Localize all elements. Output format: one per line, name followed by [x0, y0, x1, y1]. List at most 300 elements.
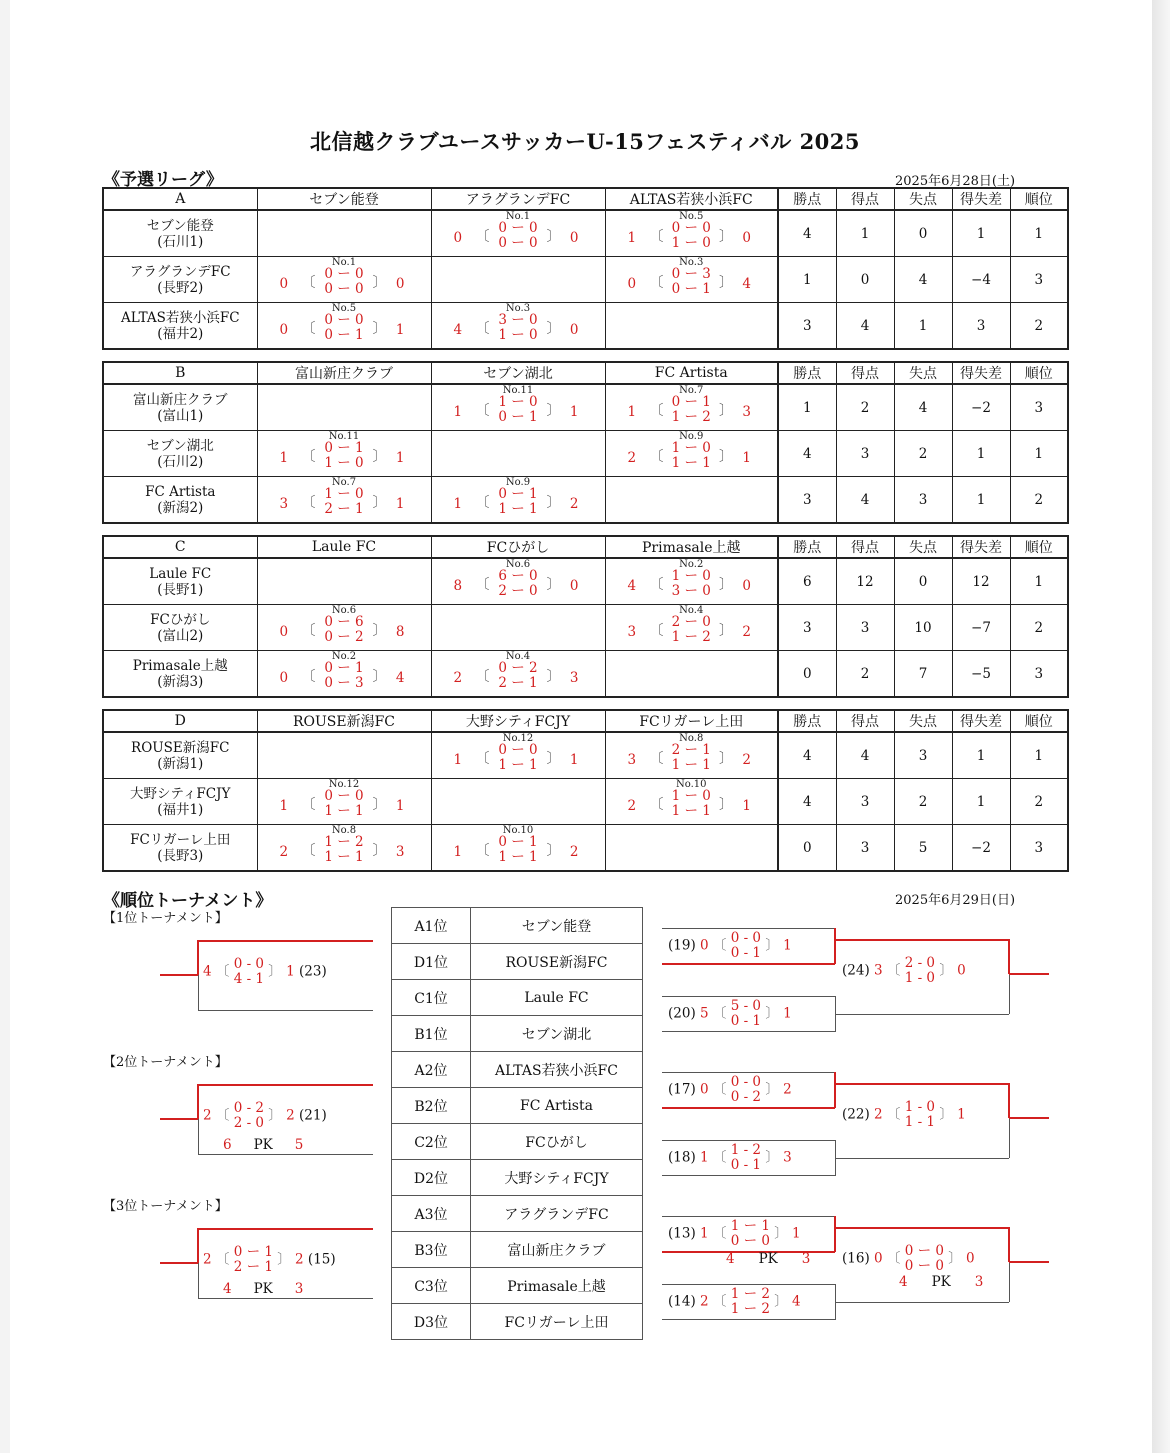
match-cell-box [606, 257, 778, 302]
semi1-bottom-line [662, 963, 835, 965]
league-row [103, 605, 1068, 651]
match-cell-box [606, 651, 778, 696]
score-first-half: 0 ー 0 [324, 788, 364, 804]
stat-value: 4 [894, 384, 952, 431]
score-total-right: 3 [778, 1149, 792, 1166]
match-cell-box [606, 605, 778, 650]
match-no: (16) [842, 1250, 875, 1267]
semi1-pk [726, 1251, 810, 1267]
score-total-right: 1 [952, 1106, 966, 1123]
league-tables [102, 187, 1068, 883]
stat-value: 2 [1010, 605, 1068, 651]
bracket-top-line [198, 940, 373, 942]
stat-header: 得失差 [952, 362, 1010, 384]
score-total-right: 4 [787, 1293, 801, 1310]
match-score [258, 487, 431, 521]
right-bracket-vertical-lower [1009, 1118, 1010, 1158]
bracket-left: 〔 [886, 962, 905, 979]
score-total-left: 5 [700, 1005, 713, 1022]
bracket-right: 〕 [719, 751, 733, 767]
league-header-row [103, 362, 1068, 384]
score-first-half: 5 - 0 [730, 998, 762, 1014]
bracket-right: 〕 [935, 1106, 953, 1123]
score-total-right: 1 [395, 450, 405, 466]
score-total-left: 0 [700, 937, 713, 954]
match-score [258, 661, 431, 695]
stat-value: 0 [778, 651, 836, 698]
match-cell-box [432, 477, 605, 522]
row-team [103, 732, 257, 779]
league-date: 2025年6月28日(土) [895, 174, 1016, 189]
seed-team: Primasale上越 [471, 1268, 643, 1304]
score-first-half: 0 - 0 [730, 1074, 762, 1090]
right-bracket-top [836, 939, 1009, 941]
match-number: No.12 [328, 779, 360, 790]
score-second-half: 1 ー 1 [671, 455, 711, 471]
score-first-half: 1 - 0 [904, 1099, 936, 1115]
score-total-left: 0 [453, 230, 463, 246]
match-cell-box [606, 211, 778, 256]
score-second-half: 0 ー 3 [324, 675, 364, 691]
stat-value: 3 [836, 431, 894, 477]
semi2-top-line [662, 996, 835, 997]
match-number: No.5 [331, 303, 357, 314]
seed-row [392, 1232, 643, 1268]
empty-cell [431, 431, 605, 477]
score-first-half: 1 ー 0 [671, 440, 711, 456]
group-name: B [103, 362, 257, 384]
row-team [103, 431, 257, 477]
right-bracket-stem [1009, 1117, 1049, 1119]
column-team-name: FCリガーレ上田 [605, 710, 778, 732]
match-number: No.2 [331, 651, 357, 662]
match-cell-box [432, 733, 605, 778]
score-total-right: 1 [569, 404, 579, 420]
match-score [432, 743, 605, 777]
score-first-half: 0 ー 1 [324, 440, 364, 456]
row-team [103, 210, 257, 257]
league-row [103, 431, 1068, 477]
match-cell-box [606, 303, 778, 348]
right-final-score [842, 956, 966, 986]
semi1-vertical [834, 928, 836, 964]
bracket-left: 〔 [649, 751, 664, 767]
row-team-prefecture: (石川2) [157, 453, 204, 470]
group-name: C [103, 536, 257, 558]
score-second-half: 0 - 2 [730, 1089, 762, 1105]
pk-right: 3 [294, 1281, 304, 1297]
stat-value: 3 [778, 477, 836, 524]
score-total-left: 2 [279, 844, 289, 860]
score-second-half: 0 ー 0 [904, 1258, 944, 1274]
stat-header: 失点 [894, 362, 952, 384]
match-cell [257, 605, 431, 651]
bracket-left: 〔 [301, 623, 316, 639]
match-cell-box [606, 559, 778, 604]
seed-row [392, 908, 643, 944]
score-total-right: 0 [742, 578, 751, 594]
stat-value: 0 [836, 257, 894, 303]
score-second-half: 2 ー 1 [498, 675, 538, 691]
league-section-heading: 《予選リーグ》 [103, 170, 223, 190]
score-first-half: 0 - 0 [233, 956, 265, 972]
row-team-prefecture: (長野2) [157, 279, 204, 296]
match-cell-box [258, 257, 431, 302]
empty-cell [605, 303, 778, 350]
bracket-right: 〕 [372, 449, 387, 465]
bracket-left: 〔 [712, 1293, 731, 1310]
seed-rank: B1位 [392, 1016, 471, 1052]
stat-value: 2 [1010, 303, 1068, 350]
league-header-row [103, 536, 1068, 558]
right-bracket-stem [1009, 973, 1049, 975]
score-first-half: 0 ー 1 [671, 394, 711, 410]
score-second-half: 1 ー 0 [324, 455, 364, 471]
tournament-section-heading: 《順位トーナメント》 [103, 891, 273, 911]
empty-cell [257, 558, 431, 605]
match-cell [605, 431, 778, 477]
match-number: No.1 [505, 211, 531, 222]
stat-value: 1 [1010, 732, 1068, 779]
right-bracket-vertical [1008, 1227, 1010, 1262]
stat-header: 得点 [836, 362, 894, 384]
semi2-bottom-line [662, 1031, 835, 1032]
seed-team: アラグランデFC [471, 1196, 643, 1232]
match-cell-box [432, 825, 605, 870]
seed-team: 大野シティFCJY [471, 1160, 643, 1196]
match-number: No.10 [502, 825, 534, 836]
seed-team: FC Artista [471, 1088, 643, 1124]
score-first-half: 1 - 2 [730, 1142, 762, 1158]
column-team-name: アラグランデFC [431, 188, 605, 210]
stat-value: 3 [1010, 257, 1068, 303]
match-number: No.10 [676, 779, 707, 790]
semi1-bottom-line [662, 1107, 835, 1109]
league-header-row [103, 710, 1068, 732]
bracket-left: 〔 [475, 577, 490, 593]
match-number: No.2 [679, 559, 704, 570]
match-number: No.3 [505, 303, 531, 314]
empty-cell [431, 779, 605, 825]
row-team-prefecture: (石川1) [157, 233, 204, 250]
group-name: D [103, 710, 257, 732]
row-team-name: 大野シティFCJY [130, 785, 231, 802]
match-cell-box [606, 431, 778, 476]
seed-row [392, 1088, 643, 1124]
stat-value: 10 [894, 605, 952, 651]
match-number: No.1 [331, 257, 357, 268]
league-row [103, 651, 1068, 698]
bracket-left: 〔 [649, 275, 664, 291]
row-team-name: ALTAS若狭小浜FC [120, 309, 240, 326]
match-cell-box [432, 559, 605, 604]
score-second-half: 1 ー 1 [324, 849, 364, 865]
score-first-half: 0 ー 0 [498, 220, 538, 236]
score-first-half: 2 - 0 [904, 955, 936, 971]
bracket-left: 〔 [649, 577, 664, 593]
stat-value: 1 [894, 303, 952, 350]
bracket-right: 〕 [372, 843, 387, 859]
column-team-name: ROUSE新潟FC [257, 710, 431, 732]
stat-value: 0 [894, 558, 952, 605]
score-total-right: 4 [395, 670, 405, 686]
bracket-right: 〕 [372, 321, 387, 337]
semi2-bottom-line [662, 1175, 835, 1176]
bracket-right: 〕 [546, 321, 561, 337]
match-cell-box [432, 605, 605, 650]
semi1-top-line [662, 1072, 835, 1073]
stat-header: 勝点 [778, 710, 836, 732]
score-total-right: 1 [742, 798, 751, 814]
score-total-right: 3 [395, 844, 405, 860]
bracket-right: 〕 [546, 577, 561, 593]
pk-label: PK [931, 1274, 951, 1290]
bracket-right: 〕 [761, 1149, 779, 1166]
row-team-name: アラグランデFC [129, 263, 231, 280]
semi2-score [668, 1287, 801, 1317]
bracket-left: 〔 [649, 449, 664, 465]
match-score [432, 835, 605, 869]
match-score [432, 661, 605, 695]
right-bracket-bottom [836, 1014, 1009, 1015]
score-second-half: 1 ー 1 [498, 849, 538, 865]
column-team-name: ALTAS若狭小浜FC [605, 188, 778, 210]
bracket-left: 〔 [301, 495, 316, 511]
score-total-left: 0 [700, 1081, 713, 1098]
stat-value: 7 [894, 651, 952, 698]
score-second-half: 1 - 0 [904, 970, 936, 986]
semi1-vertical [834, 1216, 836, 1252]
score-first-half: 0 ー 0 [498, 742, 538, 758]
match-no: (19) [668, 937, 701, 954]
tournament-label: 【3位トーナメント】 [103, 1199, 228, 1214]
score-second-half: 1 ー 0 [671, 235, 711, 251]
match-cell-box [258, 605, 431, 650]
stat-value: 1 [778, 384, 836, 431]
match-cell-box [258, 825, 431, 870]
bracket-left: 〔 [301, 275, 316, 291]
empty-cell [257, 210, 431, 257]
score-total-left: 0 [279, 624, 289, 640]
stat-value: 2 [894, 779, 952, 825]
stat-value: −4 [952, 257, 1010, 303]
match-score [432, 313, 605, 347]
score-total-right: 0 [569, 578, 579, 594]
match-number: No.6 [331, 605, 357, 616]
score-total-right: 2 [569, 844, 579, 860]
right-bracket-top [836, 1227, 1009, 1229]
score-total-right: 2 [742, 624, 751, 640]
score-first-half: 3 ー 0 [498, 312, 538, 328]
score-total-right: 8 [395, 624, 405, 640]
match-cell-box [432, 651, 605, 696]
score-total-right: 1 [395, 798, 405, 814]
seed-table [391, 1051, 643, 1196]
score-second-half: 0 - 1 [730, 1013, 762, 1029]
match-number: No.4 [679, 605, 704, 616]
bracket-right: 〕 [761, 1005, 779, 1022]
column-team-name: FC Artista [605, 362, 778, 384]
score-total-left: 4 [627, 578, 637, 594]
bracket-left: 〔 [475, 403, 490, 419]
score-second-half: 1 ー 1 [671, 757, 711, 773]
stat-value: 1 [1010, 431, 1068, 477]
score-second-half: 0 ー 2 [324, 629, 364, 645]
stat-value: 2 [894, 431, 952, 477]
stat-value: 2 [836, 651, 894, 698]
semi1-top-line [662, 928, 835, 929]
league-row [103, 303, 1068, 350]
bracket-left: 〔 [649, 623, 664, 639]
tournament-label: 【2位トーナメント】 [103, 1055, 228, 1070]
match-score [258, 313, 431, 347]
bracket-right: 〕 [719, 449, 733, 465]
score-total-left: 0 [279, 670, 289, 686]
bracket-right: 〕 [546, 669, 561, 685]
score-total-right: 1 [395, 496, 405, 512]
match-number: No.6 [505, 559, 531, 570]
match-no: (21) [294, 1107, 327, 1124]
league-table-B [102, 361, 1069, 524]
bracket-left: 〔 [301, 843, 316, 859]
score-first-half: 0 ー 1 [324, 660, 364, 676]
bracket-stem [160, 974, 198, 976]
score-second-half: 1 ー 1 [498, 757, 538, 773]
match-cell [257, 651, 431, 698]
stat-value: 4 [778, 210, 836, 257]
match-number: No.12 [502, 733, 534, 744]
score-first-half: 1 ー 0 [498, 394, 538, 410]
bracket-left: 〔 [215, 963, 234, 980]
stat-header: 得失差 [952, 536, 1010, 558]
bracket-left: 〔 [301, 321, 316, 337]
bracket-right: 〕 [769, 1293, 788, 1310]
bracket-stem [160, 1118, 198, 1120]
stat-value: −5 [952, 651, 1010, 698]
score-first-half: 0 ー 2 [498, 660, 538, 676]
seed-rank: A1位 [392, 908, 471, 944]
score-total-right: 1 [787, 1225, 801, 1242]
right-bracket-vertical-lower [1009, 974, 1010, 1014]
row-team-name: FCリガーレ上田 [130, 831, 231, 848]
seed-team: セブン能登 [471, 908, 643, 944]
score-second-half: 2 - 0 [233, 1115, 265, 1131]
match-score [606, 569, 778, 603]
half-scores [234, 1101, 264, 1131]
score-second-half: 0 ー 0 [324, 281, 364, 297]
score-total-right: 1 [281, 963, 295, 980]
row-team [103, 779, 257, 825]
score-total-left: 8 [453, 578, 463, 594]
score-total-left: 1 [453, 496, 463, 512]
score-total-left: 4 [453, 322, 463, 338]
pk-left: 6 [223, 1137, 232, 1153]
match-cell [431, 558, 605, 605]
match-score [258, 267, 431, 301]
row-team-name: セブン湖北 [146, 437, 214, 454]
score-total-left: 2 [700, 1293, 713, 1310]
seed-team: 富山新庄クラブ [471, 1232, 643, 1268]
score-first-half: 2 ー 0 [671, 614, 711, 630]
half-scores [234, 1245, 273, 1275]
match-number: No.4 [505, 651, 531, 662]
stat-value: 1 [952, 210, 1010, 257]
score-total-right: 2 [569, 496, 579, 512]
match-no: (13) [668, 1225, 701, 1242]
stat-value: 3 [1010, 384, 1068, 431]
row-team-prefecture: (福井1) [157, 801, 204, 818]
stat-value: 4 [836, 477, 894, 524]
stat-header: 順位 [1010, 362, 1068, 384]
match-cell [605, 384, 778, 431]
bracket-vertical-lower [198, 975, 199, 1010]
bracket-right: 〕 [761, 1081, 779, 1098]
stat-value: 3 [836, 825, 894, 872]
score-second-half: 1 ー 1 [671, 803, 711, 819]
league-table-D [102, 709, 1069, 872]
tournament-label: 【1位トーナメント】 [103, 911, 228, 926]
match-cell-box [606, 779, 778, 824]
bracket-left: 〔 [649, 797, 664, 813]
score-total-left: 2 [203, 1251, 216, 1268]
bracket-left: 〔 [215, 1107, 234, 1124]
bracket-right: 〕 [719, 577, 733, 593]
stat-value: 3 [1010, 825, 1068, 872]
match-cell-box [258, 779, 431, 824]
pk-label: PK [758, 1251, 778, 1267]
stat-value: 1 [952, 477, 1010, 524]
stat-header: 勝点 [778, 362, 836, 384]
match-number: No.3 [679, 257, 704, 268]
score-total-left: 1 [453, 752, 463, 768]
pk-label: PK [253, 1281, 273, 1297]
score-total-left: 1 [453, 844, 463, 860]
score-total-left: 1 [453, 404, 463, 420]
seed-rank: C1位 [392, 980, 471, 1016]
right-final-score [842, 1244, 975, 1274]
bracket-left: 〔 [712, 937, 731, 954]
bracket-right: 〕 [719, 275, 733, 291]
half-scores [905, 1244, 944, 1274]
column-team-name: セブン湖北 [431, 362, 605, 384]
score-total-right: 1 [778, 937, 792, 954]
row-team [103, 303, 257, 350]
bracket-left: 〔 [475, 321, 490, 337]
match-cell-box [606, 477, 778, 522]
final-score [203, 957, 327, 987]
row-team-prefecture: (新潟1) [157, 755, 204, 772]
score-second-half: 0 ー 1 [324, 327, 364, 343]
half-scores [731, 1287, 770, 1317]
bracket-left: 〔 [712, 1225, 731, 1242]
document-title: 北信越クラブユースサッカーU-15フェスティバル 2025 [309, 129, 861, 154]
seed-rank: B2位 [392, 1088, 471, 1124]
score-second-half: 1 - 1 [904, 1114, 936, 1130]
match-cell-box [606, 385, 778, 430]
row-team-prefecture: (新潟2) [157, 499, 204, 516]
match-no: (23) [294, 963, 327, 980]
score-second-half: 1 ー 2 [730, 1301, 770, 1317]
stat-header: 得失差 [952, 188, 1010, 210]
stat-header: 順位 [1010, 536, 1068, 558]
match-cell-box [258, 303, 431, 348]
bracket-right: 〕 [761, 937, 779, 954]
match-score [432, 569, 605, 603]
final-pk [223, 1281, 303, 1297]
final-pk [223, 1137, 303, 1153]
bracket-left: 〔 [475, 751, 490, 767]
stat-value: 1 [952, 779, 1010, 825]
